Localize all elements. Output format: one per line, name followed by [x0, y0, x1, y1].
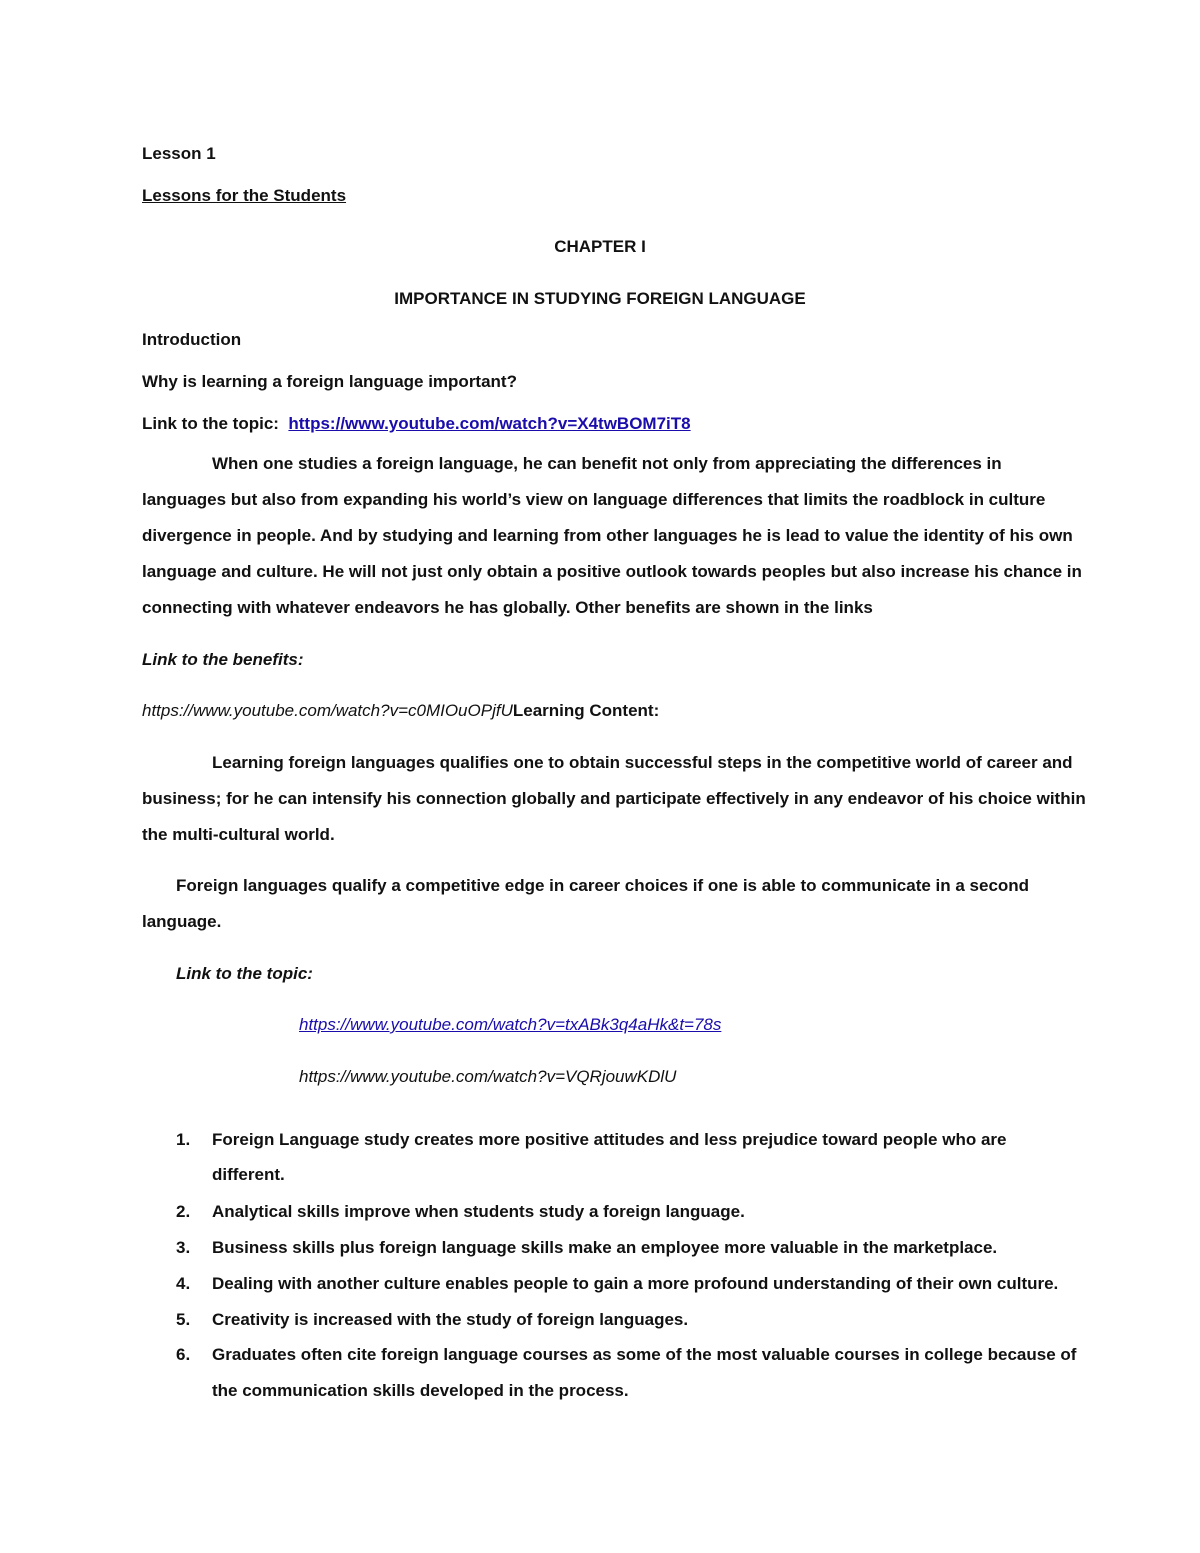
topic-2-video-link-2[interactable]: https://www.youtube.com/watch?v=VQRjouwKDlU [299, 1067, 677, 1086]
list-item-4: Dealing with another culture enables people to gain a more profound understanding of their own culture. [212, 1274, 1059, 1293]
list-item-6-line-1: Graduates often cite foreign language courses as some of the most valuable courses in college because of [212, 1345, 1077, 1364]
learning-content-heading: Learning Content: [512, 701, 660, 720]
lesson-label: Lesson 1 [142, 144, 216, 163]
intro-question: Why is learning a foreign language important? [142, 372, 517, 391]
paragraph-3-line-2: language. [142, 912, 222, 931]
topic-2-url-1-line [299, 1014, 721, 1036]
paragraph-1-line-4: language and culture. He will not just only obtain a positive outlook towards peoples but also increase his chance in [142, 562, 1082, 581]
list-item-5: Creativity is increased with the study of foreign languages. [212, 1310, 689, 1329]
topic-link-line [142, 413, 691, 435]
list-item-2: Analytical skills improve when students study a foreign language. [212, 1202, 745, 1221]
topic-video-link[interactable]: https://www.youtube.com/watch?v=X4twBOM7iT8 [288, 414, 691, 433]
introduction-heading: Introduction [142, 330, 242, 349]
list-item-1-line-1: Foreign Language study creates more positive attitudes and less prejudice toward people who are [212, 1130, 1007, 1149]
list-item-6-line-2: the communication skills developed in the process. [212, 1381, 629, 1400]
topic-link-label: Link to the topic: [142, 414, 279, 433]
paragraph-2-line-2: business; for he can intensify his connection globally and participate effectively in any endeavor of his choice within [142, 789, 1086, 808]
paragraph-1-line-1: When one studies a foreign language, he can benefit not only from appreciating the differences in [212, 454, 1002, 473]
paragraph-3-line-1: Foreign languages qualify a competitive edge in career choices if one is able to communicate in a second [176, 876, 1030, 895]
list-number: 5. [176, 1310, 191, 1329]
benefits-line [142, 700, 659, 722]
paragraph-1-line-5: connecting with whatever endeavors he has globally. Other benefits are shown in the links [142, 598, 873, 617]
benefits-label: Link to the benefits: [142, 650, 304, 669]
list-number: 6. [176, 1345, 191, 1364]
paragraph-2-line-3: the multi-cultural world. [142, 825, 335, 844]
paragraph-2-line-1: Learning foreign languages qualifies one to obtain successful steps in the competitive world of career and [212, 753, 1073, 772]
list-item-1-line-2: different. [212, 1165, 285, 1184]
list-number: 3. [176, 1238, 191, 1257]
list-number: 4. [176, 1274, 191, 1293]
lessons-heading: Lessons for the Students [142, 186, 347, 205]
benefits-url[interactable]: https://www.youtube.com/watch?v=c0MIOuOPjfU [142, 701, 513, 720]
list-number: 2. [176, 1202, 191, 1221]
paragraph-1-line-3: divergence in people. And by studying and learning from other languages he is lead to value the identity of his own [142, 526, 1073, 545]
topic-2-label: Link to the topic: [176, 964, 313, 983]
list-item-3: Business skills plus foreign language skills make an employee more valuable in the marketplace. [212, 1238, 998, 1257]
paragraph-1-line-2: languages but also from expanding his world’s view on language differences that limits the roadblock in culture [142, 490, 1046, 509]
chapter-heading: CHAPTER I [554, 237, 646, 256]
topic-2-video-link-1[interactable]: https://www.youtube.com/watch?v=txABk3q4aHk&t=78s [299, 1015, 722, 1034]
list-number: 1. [176, 1130, 191, 1149]
document-title: IMPORTANCE IN STUDYING FOREIGN LANGUAGE [394, 289, 806, 308]
